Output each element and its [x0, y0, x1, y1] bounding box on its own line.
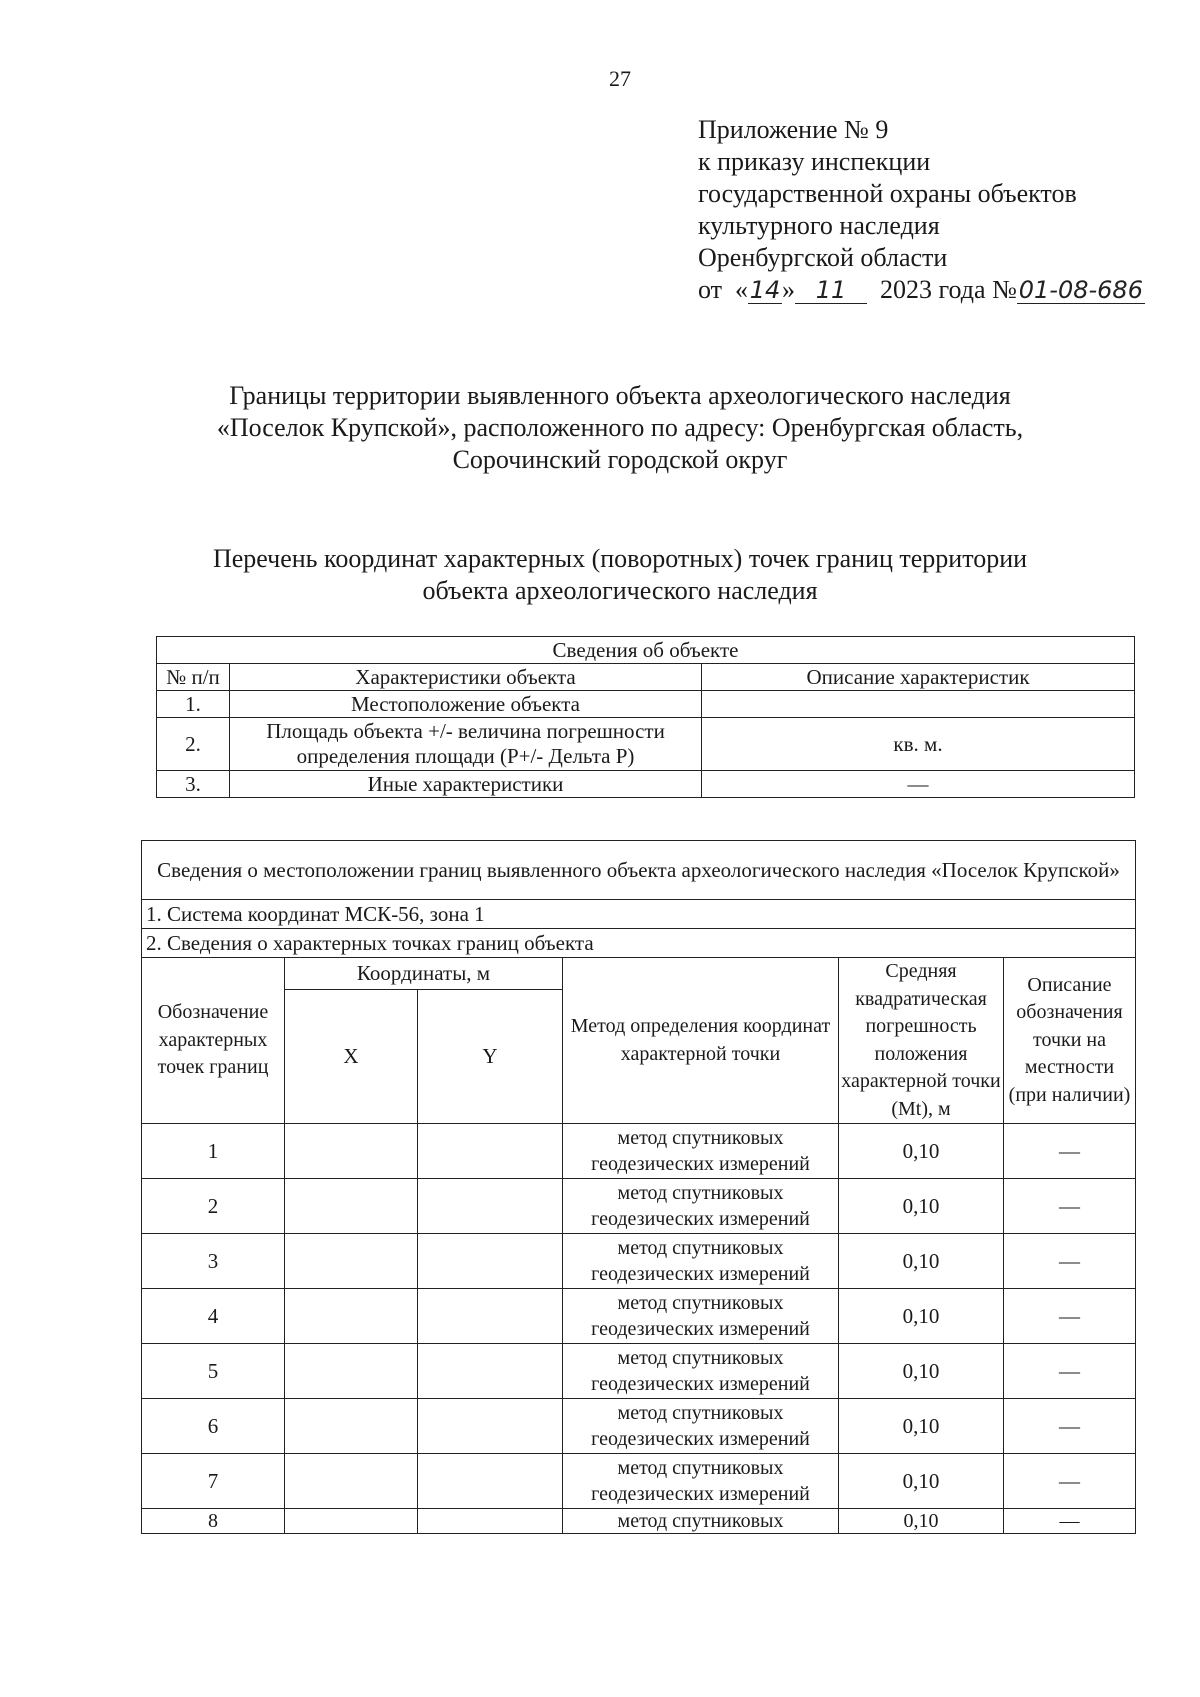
- point-description: —: [1004, 1289, 1136, 1344]
- accuracy-cell: 0,10: [839, 1454, 1004, 1509]
- point-description: —: [1004, 1344, 1136, 1399]
- appendix-date-line: [698, 274, 1145, 306]
- column-header-designation: Обозначение характерных точек границ: [142, 958, 285, 1124]
- method-cell: метод спутниковых геодезических измерений: [563, 1124, 839, 1179]
- method-cell: метод спутниковых: [563, 1509, 839, 1534]
- accuracy-cell: 0,10: [839, 1509, 1004, 1534]
- point-id: 7: [142, 1454, 285, 1509]
- y-coordinate: [418, 1399, 563, 1454]
- column-header-accuracy: Средняя квадратическая погрешность положения характерной точки (Mt), м: [839, 958, 1004, 1124]
- accuracy-cell: 0,10: [839, 1399, 1004, 1454]
- table-row: [142, 1289, 1136, 1344]
- row-number: 3.: [157, 771, 230, 798]
- row-number: 1.: [157, 691, 230, 718]
- y-coordinate: [418, 1344, 563, 1399]
- description-cell: кв. м.: [702, 718, 1135, 771]
- point-id: 6: [142, 1399, 285, 1454]
- quote-close: »: [782, 275, 796, 304]
- coordinate-system: 1. Система координат МСК-56, зона 1: [142, 900, 1136, 929]
- method-cell: метод спутниковых геодезических измерений: [563, 1179, 839, 1234]
- object-table-caption: Сведения об объекте: [157, 637, 1135, 664]
- table-row: [142, 1454, 1136, 1509]
- column-header-x: X: [285, 989, 418, 1123]
- column-header: Описание характеристик: [702, 664, 1135, 691]
- point-id: 1: [142, 1124, 285, 1179]
- table-row: [142, 1509, 1136, 1534]
- points-heading: 2. Сведения о характерных точках границ объекта: [142, 929, 1136, 958]
- accuracy-cell: 0,10: [839, 1289, 1004, 1344]
- method-cell: метод спутниковых геодезических измерений: [563, 1289, 839, 1344]
- point-id: 8: [142, 1509, 285, 1534]
- x-coordinate: [285, 1289, 418, 1344]
- column-header-y: Y: [418, 989, 563, 1123]
- table-row: [142, 1344, 1136, 1399]
- appendix-line: государственной охраны объектов: [698, 179, 1077, 208]
- x-coordinate: [285, 1399, 418, 1454]
- method-cell: метод спутниковых геодезических измерений: [563, 1399, 839, 1454]
- title-line: «Поселок Крупской», расположенного по адресу: Оренбургская область,: [216, 413, 1024, 442]
- column-header-method: Метод определения координат характерной точки: [563, 958, 839, 1124]
- object-info-table: [156, 636, 1135, 798]
- table-row: [157, 718, 1135, 771]
- x-coordinate: [285, 1509, 418, 1534]
- year-text: 2023 года №: [880, 275, 1017, 304]
- accuracy-cell: 0,10: [839, 1234, 1004, 1289]
- point-id: 2: [142, 1179, 285, 1234]
- method-cell: метод спутниковых геодезических измерений: [563, 1454, 839, 1509]
- y-coordinate: [418, 1454, 563, 1509]
- method-cell: метод спутниковых геодезических измерений: [563, 1344, 839, 1399]
- description-cell: [702, 691, 1135, 718]
- appendix-line: к приказу инспекции: [698, 147, 931, 176]
- handwritten-day: 14: [749, 276, 781, 304]
- table-row: [157, 771, 1135, 798]
- quote-open: «: [735, 275, 749, 304]
- column-header: № п/п: [157, 664, 230, 691]
- appendix-block: [698, 114, 1145, 306]
- characteristic-cell: Местоположение объекта: [230, 691, 702, 718]
- point-description: —: [1004, 1399, 1136, 1454]
- x-coordinate: [285, 1344, 418, 1399]
- point-id: 3: [142, 1234, 285, 1289]
- y-coordinate: [418, 1234, 563, 1289]
- row-number: 2.: [157, 718, 230, 771]
- point-description: —: [1004, 1509, 1136, 1534]
- appendix-title: Приложение № 9: [698, 115, 889, 144]
- method-cell: метод спутниковых геодезических измерений: [563, 1234, 839, 1289]
- y-coordinate: [418, 1509, 563, 1534]
- handwritten-order-number: 01-08-686: [1018, 276, 1143, 304]
- table-row: [157, 691, 1135, 718]
- page-number: 27: [609, 66, 631, 91]
- x-coordinate: [285, 1179, 418, 1234]
- point-id: 5: [142, 1344, 285, 1399]
- column-header: Характеристики объекта: [230, 664, 702, 691]
- handwritten-month: 11: [795, 277, 867, 304]
- boundary-table-caption: Сведения о местоположении границ выявленного объекта археологического наследия «Поселок Крупской»: [142, 841, 1136, 900]
- accuracy-cell: 0,10: [839, 1179, 1004, 1234]
- x-coordinate: [285, 1454, 418, 1509]
- column-header-coordinates: Координаты, м: [285, 958, 563, 990]
- accuracy-cell: 0,10: [839, 1344, 1004, 1399]
- title-line: Границы территории выявленного объекта археологического наследия: [229, 381, 1011, 410]
- point-id: 4: [142, 1289, 285, 1344]
- table-row: [142, 1124, 1136, 1179]
- accuracy-cell: 0,10: [839, 1124, 1004, 1179]
- table-row: [142, 1234, 1136, 1289]
- list-title-line: объекта археологического наследия: [422, 576, 818, 605]
- boundary-points-table: [141, 840, 1136, 1534]
- y-coordinate: [418, 1179, 563, 1234]
- x-coordinate: [285, 1234, 418, 1289]
- title-line: Сорочинский городской округ: [452, 445, 788, 474]
- point-description: —: [1004, 1179, 1136, 1234]
- characteristic-cell: Иные характеристики: [230, 771, 702, 798]
- list-title: [120, 543, 1120, 607]
- point-description: —: [1004, 1234, 1136, 1289]
- document-title: [120, 380, 1120, 476]
- characteristic-cell: Площадь объекта +/- величина погрешности определения площади (P+/- Дельта P): [230, 718, 702, 771]
- table-row: [142, 1399, 1136, 1454]
- column-header-description: Описание обозначения точки на местности (при наличии): [1004, 958, 1136, 1124]
- appendix-line: культурного наследия: [698, 211, 940, 240]
- appendix-line: Оренбургской области: [698, 243, 948, 272]
- point-description: —: [1004, 1454, 1136, 1509]
- x-coordinate: [285, 1124, 418, 1179]
- point-description: —: [1004, 1124, 1136, 1179]
- table-row: [142, 1179, 1136, 1234]
- y-coordinate: [418, 1289, 563, 1344]
- list-title-line: Перечень координат характерных (поворотных) точек границ территории: [212, 544, 1028, 573]
- from-label: от: [698, 275, 723, 304]
- description-cell: —: [702, 771, 1135, 798]
- y-coordinate: [418, 1124, 563, 1179]
